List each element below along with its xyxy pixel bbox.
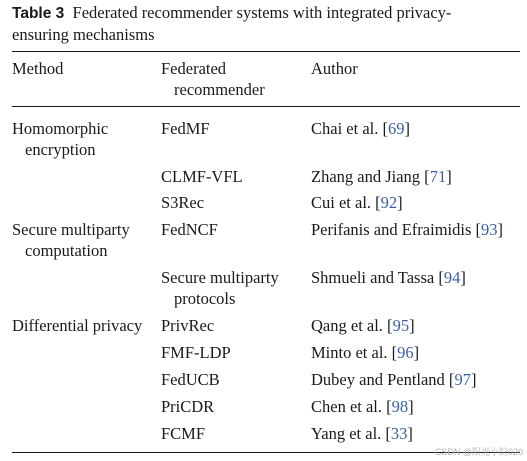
recommender-fcmf: FCMF xyxy=(161,424,206,443)
table-label: Table 3 xyxy=(12,5,65,22)
citation-link[interactable]: 98 xyxy=(391,397,409,416)
table-caption xyxy=(12,2,520,45)
citation-link[interactable]: 95 xyxy=(392,316,410,335)
method-homomorphic-line-1: Homomorphic xyxy=(12,119,109,138)
recommender-fedncf: FedNCF xyxy=(161,220,218,239)
author-row-8: Chen et al. [98] xyxy=(311,397,414,416)
recommender-clmf-vfl: CLMF-VFL xyxy=(161,167,243,186)
recommender-secure-multiparty-line-1: Secure multiparty xyxy=(161,268,279,287)
header-federated-line-2: recommender xyxy=(174,80,265,99)
watermark: CSDN @阳光小院020 xyxy=(434,447,523,457)
author-row-1: Zhang and Jiang [71] xyxy=(311,167,452,186)
author-row-3: Perifanis and Efraimidis [93] xyxy=(311,220,503,239)
author-row-9: Yang et al. [33] xyxy=(311,424,413,443)
method-homomorphic-line-2: encryption xyxy=(25,140,96,159)
author-row-2: Cui et al. [92] xyxy=(311,193,403,212)
citation-link[interactable]: 97 xyxy=(454,370,471,389)
citation-link[interactable]: 33 xyxy=(390,424,408,443)
citation-link[interactable]: 71 xyxy=(429,167,447,186)
citation-link[interactable]: 94 xyxy=(443,268,461,287)
recommender-feducb: FedUCB xyxy=(161,370,220,389)
header-rule xyxy=(12,106,520,107)
method-secure-multiparty-line-1: Secure multiparty xyxy=(12,220,130,239)
method-differential-privacy: Differential privacy xyxy=(12,316,143,335)
recommender-pricdr: PriCDR xyxy=(161,397,215,416)
author-row-5: Qang et al. [95] xyxy=(311,316,415,335)
recommender-secure-multiparty-line-2: protocols xyxy=(174,289,236,308)
method-secure-multiparty-line-2: computation xyxy=(25,241,108,260)
top-rule xyxy=(12,51,520,52)
author-row-4: Shmueli and Tassa [94] xyxy=(311,268,466,287)
recommender-s3rec: S3Rec xyxy=(161,193,205,212)
caption-line-2: ensuring mechanisms xyxy=(12,25,155,44)
citation-link[interactable]: 96 xyxy=(397,343,414,362)
author-row-0: Chai et al. [69] xyxy=(311,119,410,138)
recommender-fmf-ldp: FMF-LDP xyxy=(161,343,231,362)
header-method: Method xyxy=(12,59,64,78)
citation-link[interactable]: 92 xyxy=(380,193,398,212)
author-row-7: Dubey and Pentland [97] xyxy=(311,370,477,389)
recommender-fedmf: FedMF xyxy=(161,119,210,138)
recommender-privrec: PrivRec xyxy=(161,316,215,335)
header-author: Author xyxy=(311,59,358,78)
citation-link[interactable]: 69 xyxy=(387,119,405,138)
citation-link[interactable]: 93 xyxy=(481,220,498,239)
caption-line-1: Federated recommender systems with integrated privacy- xyxy=(72,3,452,22)
author-row-6: Minto et al. [96] xyxy=(311,343,420,362)
header-federated-line-1: Federated xyxy=(161,59,227,78)
